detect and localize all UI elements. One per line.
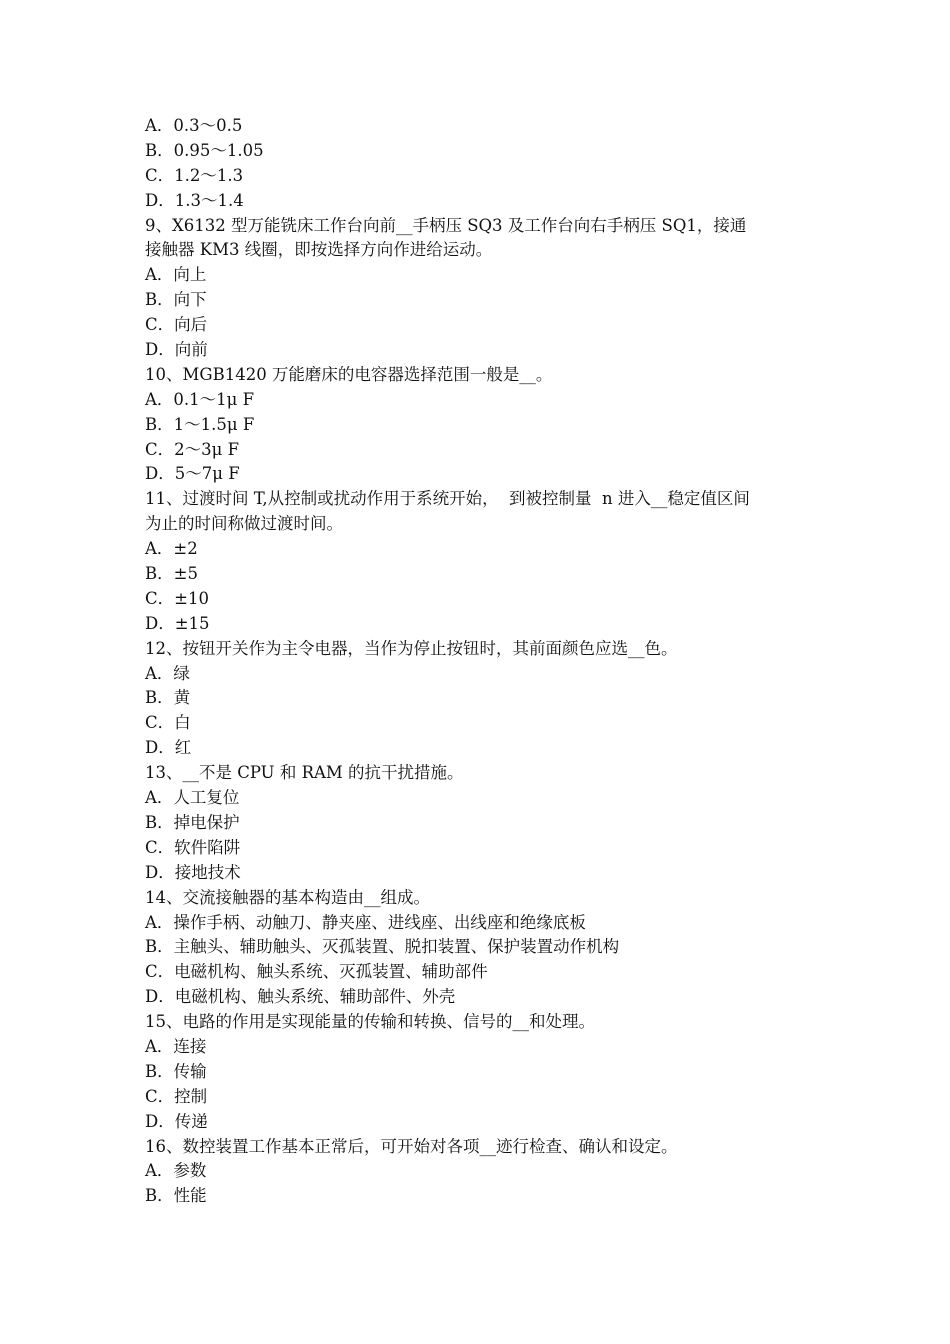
text-line: C．2～3μ F [145,439,240,459]
text-line: A．0.3～0.5 [145,116,243,135]
text-line: D．接地技术 [145,862,241,882]
text-line: B．1～1.5μ F [145,414,255,434]
text-line: 9、X6132 型万能铣床工作台向前__手柄压 SQ3 及工作台向右手柄压 SQ1，接通 [145,215,747,235]
text-line: B．传输 [145,1061,207,1081]
text-line: A．人工复位 [145,788,240,808]
text-line: A．连接 [145,1036,207,1056]
text-line: D．5～7μ F [145,464,240,484]
text-line: D．电磁机构、触头系统、辅助部件、外壳 [145,987,456,1007]
text-line: C．1.2～1.3 [145,165,244,185]
text-line: 12、按钮开关作为主令电器，当作为停止按钮时，其前面颜色应选__色。 [145,638,678,658]
text-line: 14、交流接触器的基本构造由__组成。 [145,887,430,907]
text-line: B．向下 [145,290,207,310]
text-line: B．±5 [145,564,198,584]
text-line: 16、数控装置工作基本正常后，可开始对各项__迹行检查、确认和设定。 [145,1136,678,1156]
text-line: D．向前 [145,340,208,360]
text-line: A．操作手柄、动触刀、静夹座、进线座、出线座和绝缘底板 [145,912,586,932]
text-line: D．红 [145,738,192,758]
text-line: 13、__不是 CPU 和 RAM 的抗干扰措施。 [145,763,464,783]
text-line: B．主触头、辅助触头、灭孤装置、脱扣装置、保护装置动作机构 [145,937,620,957]
text-line: B．0.95～1.05 [145,140,264,160]
text-line: D．传递 [145,1111,208,1131]
text-line: B．黄 [145,688,191,708]
text-line: 接触器 KM3 线圈，即按选择方向作进给运动。 [145,240,493,260]
text-line: C．±10 [145,588,209,608]
text-line: C．向后 [145,315,208,335]
text-line: A．±2 [145,539,198,559]
text-line: D．±15 [145,613,210,633]
text-line: 11、过渡时间 T,从控制或扰动作用于系统开始， 到被控制量 n 进入__稳定值区间 [145,489,750,509]
text-line: D．1.3～1.4 [145,190,244,210]
question-text-block [145,114,815,1209]
text-line: 15、电路的作用是实现能量的传输和转换、信号的__和处理。 [145,1012,595,1032]
text-line: 为止的时间称做过渡时间。 [145,514,343,534]
text-line: C．白 [145,713,191,733]
text-line: A．绿 [145,663,190,683]
text-line: C．控制 [145,1086,208,1106]
text-line: A．0.1～1μ F [145,389,255,409]
text-line: B．掉电保护 [145,812,240,832]
text-line: B．性能 [145,1186,207,1206]
text-line: A．向上 [145,265,207,285]
text-line: 10、MGB1420 万能磨床的电容器选择范围一般是__。 [145,364,553,384]
text-line: A．参数 [145,1161,207,1181]
text-line: C．电磁机构、触头系统、灭孤装置、辅助部件 [145,962,488,982]
text-line: C．软件陷阱 [145,837,241,857]
